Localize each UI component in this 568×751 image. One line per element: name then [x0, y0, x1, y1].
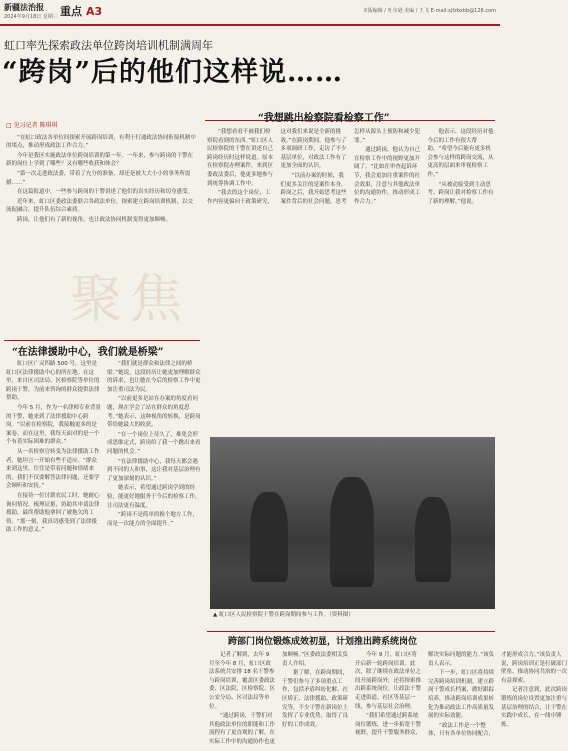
section-rule [207, 631, 495, 632]
body-paragraph: “通过跨岗，干警们对其他政法单位的职能和工作流程有了更直观的了解，在实际工作中的沟通协作也更加顺畅。”区委政法委相关负责人介绍。 [209, 652, 349, 745]
section-label [60, 3, 102, 19]
intro-paragraph: “第一次走进政法委，带着了充分的准备，却还是被大大小小的事务所震撼……” [6, 170, 191, 186]
body-paragraph: 他表示，这段经历对他今后的工作有很大帮助，“希望今后能有更多机会参与这样的跨岗交流，从更高的层面来审视检察工作。” [427, 129, 494, 178]
body-paragraph: “以前更多是站在办案的角度看问题，现在学会了站在群众的角度思考。”她表示，这种视角的转换，是跨岗带给她最大的收获。 [107, 396, 201, 429]
intro-paragraph: 今年是我区实施政法单位跨岗培训的第一年。一年来，参与跨岗的干警在新的岗位上学到了哪些？又有哪些收获和体会？ [6, 152, 194, 168]
section-title-outcomes: 跨部门岗位锻炼成效初显，计划推出跨系统岗位 [228, 637, 418, 647]
headline-kicker: 虹口率先探索政法单位跨岗培训机制满周年 [4, 39, 213, 52]
body-paragraph: 今年 9 月，虹口区将开启新一轮跨岗培训。此次，除了继续在政法单位之间开展跨岗外，还将探索推出跨系统岗位，让政法干警走进街道、社区等基层一线，参与基层社会治理。 [355, 652, 422, 710]
body-paragraph: “我想看看不被我们检察院看到的东西。”虹口区人民检察院的干警在讲述自己跨岗经历时这样说道。原本在检察院办理案件，来到区委政法委后，他更多地参与到统筹协调工作中。 [207, 129, 274, 187]
body-paragraph: 记者了解到，去年 9 月至今年 8 月，虹口区政法系统共安排 18 名干警参与跨岗培训，覆盖区委政法委、区法院、区检察院、区公安分局、区司法局等单位。 [209, 652, 276, 710]
body-paragraph: 据了解，在跨岗期间，干警们参与了多项重点工作，包括矛盾纠纷化解、社区矫正、法律援助、政策研究等，不少干警在新岗位上发挥了专业优势，取得了良好的工作成效。 [282, 670, 349, 728]
photo-caption: ▲ 虹口区人民检察院干警在跨岗期间参与工作。（资料图） [213, 612, 354, 618]
page-header [0, 0, 500, 26]
intro-paragraph: 近年来，虹口区委政法委联合各政法单位，探索建立跨岗培训机制，以交流促融合，提升队伍综合素质。 [6, 198, 194, 214]
newspaper-logo: 新疆法治报 [4, 2, 44, 12]
byline: □ 见习记者 陈琪琪 [6, 122, 58, 129]
intro-paragraph: “在虹口政法各单位间探索开展跨岗培训，有利于打通政法协同衔接机制中的堵点，推动形成政法工作合力。” [6, 134, 196, 150]
body-paragraph: “在一个岗位上待久了，难免会形成思维定式，跨岗给了我一个跳出来看问题的机会。” [107, 431, 201, 455]
section-legal-aid-body [6, 360, 202, 746]
body-paragraph: “跨岗不是简单的换个地方工作，而是一次能力的全面提升。” [107, 512, 198, 527]
body-paragraph: 下一步，虹口区将持续完善跨岗培训机制，建立跨岗干警成长档案，做好跟踪培养，推动跨岗培训成果转化为推动政法工作高质量发展的实际效能。 [428, 670, 495, 720]
body-paragraph: “我们希望通过跨系统岗位锻炼，进一步拓宽干警视野，提升干警服务群众、解决实际问题的能力。”该负责人表示。 [355, 652, 495, 737]
body-paragraph: 她表示，希望通过跨岗学到的经验，能更好地服务于今后的检察工作，让司法更有温度。 [107, 485, 201, 509]
body-paragraph: 在接待一位讨薪农民工时，她耐心询问情况、梳理证据，协助其申请法律援助，最终帮助他拿回了被拖欠的工资。“那一刻，我真切感受到了法律援助工作的意义。” [6, 492, 100, 534]
editor-credits: 本版编辑 / 吐尔逊 美编 / 王飞 E-mail:xjfzbxbb@126.com [362, 8, 496, 14]
body-paragraph: 今年 5 月，作为一名律师专业背景的干警，她来到了法律援助中心跨岗。“以前在检察院，我接触更多的是案卷，而在这里，我每天面对的是一个个有着实际困难的群众。” [6, 404, 101, 446]
intro-paragraph: 在这篇报道中，一些参与跨岗的干警讲述了他们的真实经历和切身感受。 [17, 189, 194, 196]
body-paragraph: “以前办案的时候，我们更多关注的是案件本身。跨岗之后，我开始思考这些案件背后的社会问题，思考怎样从源头上预防和减少犯罪。” [280, 129, 421, 205]
news-photo [210, 437, 495, 609]
body-paragraph: 从一名检察官转变为法律援助工作者，她坦言一开始有些不适应。“群众来到这里，往往是带着问题和情绪来的，我们不仅要解答法律问题，还要学会倾听和安抚。” [6, 448, 100, 490]
section-outcomes-body [209, 651, 568, 747]
body-paragraph: 记者注意到，此次跨岗锻炼的岗位设置更加注重与基层治理的结合，让干警在实践中成长，在一线中锤炼。 [501, 687, 568, 728]
body-paragraph: 虹口区广灵四路 500 号，这里是虹口区法律援助中心的所在地。在这里，来自区司法局、区检察院等单位的跨岗干警，为前来咨询的群众提供法律帮助。 [6, 361, 100, 402]
body-paragraph: “我去的这个岗位，工作内容更偏向于政策研究，这对我们来说是全新的挑战。”在跨岗期间，他参与了多项调研工作，走访了不少基层单位，对政法工作有了更加全面的认识。 [207, 129, 347, 205]
intro-paragraph: 跨岗，让他们有了新的视角，也让政法协同机制变得更加顺畅。 [17, 216, 172, 223]
decorative-watermark-text: 聚焦 [70, 270, 191, 330]
body-paragraph: “政法工作是一个整体，只有各单位协同配合，才能形成合力。”该负责人说，跨岗培训正是打破部门壁垒、推动协同共治的一次有益探索。 [428, 652, 568, 738]
section-name: 重点 [60, 5, 82, 18]
body-paragraph: “我们就是群众和法律之间的桥梁。”她说，这段经历让她更加理解群众的诉求，也让她在今后的检察工作中更加注重司法为民。 [107, 361, 201, 393]
page-number: A3 [86, 5, 103, 18]
section-rule [4, 340, 200, 341]
body-paragraph: 通过跨岗，他认为自己在检察工作中的视野更加开阔了。“比如在审查起诉环节，我会更加注重案件的社会效果，注意与其他政法单位的沟通协作，推动形成工作合力。” [354, 147, 421, 205]
issue-date: 2024年9月18日 星期三 [4, 14, 58, 20]
body-paragraph: “在法律援助中心，我每天都会遇到不同的人和事，这让我对基层治理有了更加深刻的认识。” [107, 458, 201, 482]
body-paragraph: “从被动接受到主动思考，跨岗让我对检察工作有了新的理解。”他说。 [427, 181, 494, 205]
section-title-legal-aid: “在法律援助中心，我们就是桥梁” [12, 347, 164, 358]
section-title-prosecutor: “我想跳出检察院看检察工作” [258, 113, 390, 124]
main-headline: “跨岗”后的他们这样说…… [2, 57, 344, 88]
section-prosecutor-body [207, 128, 495, 424]
